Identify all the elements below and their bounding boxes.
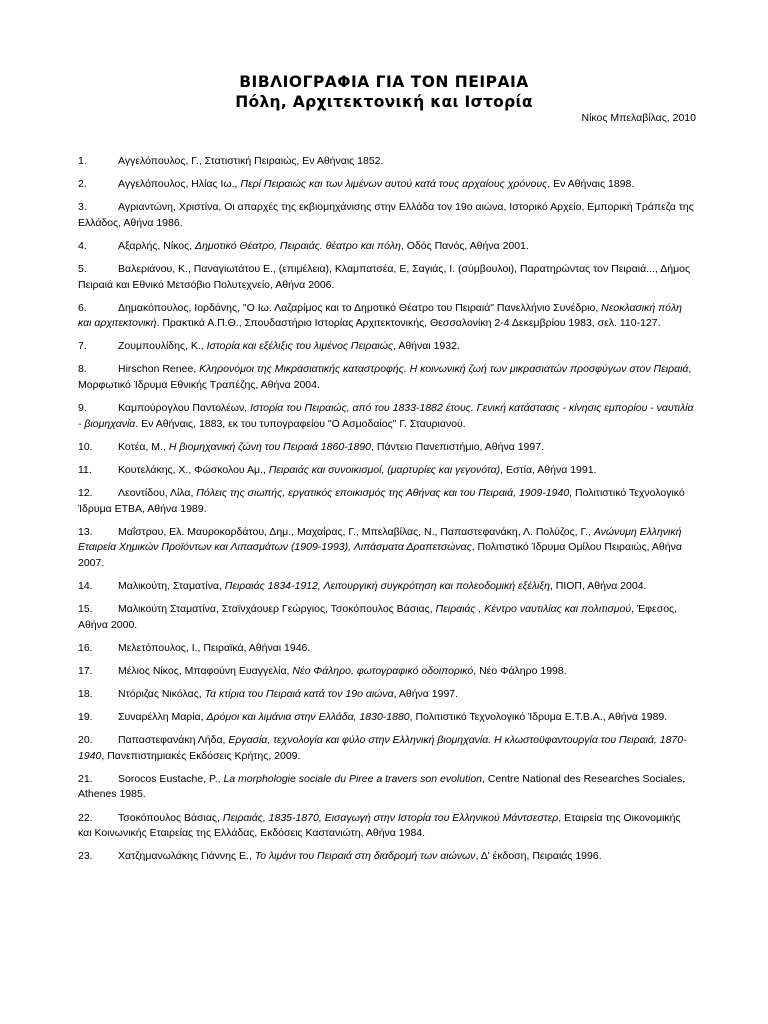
entry-number: 15. xyxy=(78,603,93,616)
entry-text: , Πανεπιστημιακές Εκδόσεις Κρήτης, 2009. xyxy=(101,749,301,762)
bibliography-entry xyxy=(78,339,696,355)
entry-text: Ντόριζας Νικόλας, xyxy=(118,687,205,700)
bibliography-entry xyxy=(78,710,696,726)
entry-number: 8. xyxy=(78,363,87,376)
entry-text: , Εταιρεία της Οικονομικής και Κοινωνικής Εταιρείας της Ελλάδας, Εκδόσεις Καστανιώτη, Αθήνα 1984. xyxy=(78,811,681,840)
entry-title-italic: Η βιομηχανική ζώνη του Πειραιά 1860-1890 xyxy=(168,440,372,453)
bibliography-entry xyxy=(78,463,696,479)
entry-text: Βαλεριάνου, Κ., Παναγιωτάτου Ε., (επιμέλεια), Κλαμπατσέα, Ε, Σαγιάς, Ι. (σύμβουλοι), Παρατηρώντας τον Πειραιά..., Δήμος Πειραιά και Εθνικό Μετσόβιο Πολυτεχνείο, Αθήνα 2006. xyxy=(78,262,691,291)
entry-title-italic: Ιστορία του Πειραιώς, από του 1833-1882 έτους. Γενική κατάστασις - κίνησις εμπορίου - ναυτιλία - βιομηχανία xyxy=(78,402,694,430)
entry-text: Καμπούρογλου Παντολέων, xyxy=(118,402,251,415)
entry-number: 9. xyxy=(78,402,87,415)
author-line: Νίκος Μπελαβίλας, 2010 xyxy=(581,112,696,124)
entry-number: 23. xyxy=(78,850,93,863)
entry-text: Αξαρλής, Νίκος, xyxy=(118,239,196,252)
entry-number: 12. xyxy=(78,487,93,499)
bibliography-entry xyxy=(78,239,696,255)
entry-text: , Έφεσος, Αθήνα 2000. xyxy=(78,603,678,631)
entry-text: Αγγελόπουλος, Ηλίας Ιω., xyxy=(118,178,241,191)
entry-text: , Πάντειο Πανεπιστήμιο, Αθήνα 1997. xyxy=(371,440,544,453)
entry-text: , Αθήναι 1932. xyxy=(393,340,460,353)
entry-text: , Εν Αθήναις 1898. xyxy=(547,178,635,191)
page-title: ΒΙΒΛΙΟΓΡΑΦΙΑ ΓΙΑ ΤΟΝ ΠΕΙΡΑΙΑ xyxy=(239,73,529,91)
entry-text: Δημακόπουλος, Ιορδάνης, "Ο Ιω. Λαζαρίμος και το Δημοτικό Θέατρο του Πειραιά" Πανελλήνιο Συνέδριο, xyxy=(118,301,602,314)
bibliography-entry xyxy=(78,849,696,865)
entry-text: Μελετόπουλος, Ι., Πειραϊκά, Αθήναι 1946. xyxy=(118,641,311,654)
entry-text: Hirschon Renee, xyxy=(118,363,200,376)
entry-text: , Πολιτιστικό Τεχνολογικό Ίδρυμα ΕΤΒΑ, Αθήνα 1989. xyxy=(78,487,685,515)
bibliography-entry xyxy=(78,772,696,803)
entry-title-italic: Πειραιάς , Κέντρο ναυτιλίας και πολιτισμού xyxy=(435,603,632,616)
entry-text: Αγγελόπουλος, Γ., Στατιστική Πειραιώς, Εν Αθήναις 1852. xyxy=(118,155,384,167)
entry-text: , Centre National des Researches Sociales, Athenes 1985. xyxy=(78,772,686,801)
entry-text: Συναρέλλη Μαρία, xyxy=(118,711,207,724)
entry-text: , ΠΙΟΠ, Αθήνα 2004. xyxy=(549,579,647,592)
entry-title-italic: Τα κτίρια του Πειραιά κατά τον 19ο αιώνα xyxy=(204,687,394,700)
bibliography-entry xyxy=(78,440,696,456)
entry-number: 10. xyxy=(78,440,93,453)
entry-text: Μαλικούτη, Σταματίνα, xyxy=(118,579,225,592)
entry-number: 14. xyxy=(78,579,93,592)
entry-title-italic: Πειραιάς, 1835-1870, Εισαγωγή στην Ιστορία του Ελληνικού Μάντσεστερ xyxy=(222,811,559,824)
bibliography-entry xyxy=(78,200,696,231)
entry-title-italic: La morphologie sociale du Piree a travers son evolution xyxy=(223,772,483,785)
entry-text: . Πρακτικά Α.Π.Θ., Σπουδαστήριο Ιστορίας Αρχιτεκτονικής, Θεσσαλονίκη 2-4 Δεκεμβρίου 1983, σελ. 110-127. xyxy=(156,317,661,330)
entry-number: 3. xyxy=(78,201,87,214)
entry-text: Μαΐστρου, Ελ. Μαυροκορδάτου, Δημ., Μαχαίρας, Γ., Μπελαβίλας, Ν., Παπαστεφανάκη, Λ. Πολύζος, Γ., xyxy=(118,525,594,538)
entry-number: 22. xyxy=(78,811,93,824)
entry-number: 4. xyxy=(78,239,87,252)
entry-text: , Πολιτιστικό Ίδρυμα Ομίλου Πειραιώς, Αθήνα 2007. xyxy=(78,541,682,569)
entry-text: Τσοκόπουλος Βάσιας, xyxy=(118,811,223,824)
bibliography-entry xyxy=(78,733,696,764)
entry-number: 6. xyxy=(78,301,87,314)
bibliography-entry xyxy=(78,641,696,657)
entry-title-italic: Δρόμοι και λιμάνια στην Ελλάδα, 1830-1880 xyxy=(206,711,410,724)
entry-text: , Εστία, Αθήνα 1991. xyxy=(500,463,597,476)
entry-title-italic: Νεοκλασική πόλη και αρχιτεκτονική xyxy=(78,301,682,330)
bibliography-entry xyxy=(78,579,696,595)
entry-text: Μέλιος Νίκος, Μπαφούνη Ευαγγελία, xyxy=(118,664,293,677)
entry-title-italic: Πόλεις της σιωπής, εργατικός εποικισμός της Αθήνας και του Πειραιά, 1909-1940 xyxy=(196,487,570,499)
entry-number: 21. xyxy=(78,772,93,785)
entry-title-italic: Εργασία, τεχνολογία και φύλο στην Ελληνική βιομηχανία. Η κλωστοϋφαντουργία του Πειραιά, 1870-1940 xyxy=(78,734,687,762)
entry-text: Παπαστεφανάκη Λήδα, xyxy=(118,734,229,747)
entry-title-italic: Δημοτικό Θέατρο, Πειραιάς. θέατρο και πόλη xyxy=(195,239,401,252)
bibliography-entry xyxy=(78,525,696,572)
entry-number: 1. xyxy=(78,155,87,167)
bibliography-entry xyxy=(78,687,696,703)
bibliography-entry xyxy=(78,154,696,170)
entry-number: 11. xyxy=(78,463,92,476)
entry-number: 20. xyxy=(78,734,93,747)
entry-number: 16. xyxy=(78,641,93,654)
entry-number: 5. xyxy=(78,262,87,275)
bibliography-entry xyxy=(78,362,696,393)
entry-text: Κουτελάκης, Χ., Φώσκολου Αμ., xyxy=(118,463,269,476)
entry-title-italic: Περί Πειραιώς και των λιμένων αυτού κατά τους αρχαίους χρόνους xyxy=(240,178,548,191)
bibliography-entry xyxy=(78,262,696,293)
entry-title-italic: Πειραιάς και συνοικισμοί, (μαρτυρίες και γεγονότα) xyxy=(268,463,501,476)
entry-title-italic: Το λιμάνι του Πειραιά στη διαδρομή των αιώνων xyxy=(254,850,476,863)
entry-text: Λεοντίδου, Λίλα, xyxy=(118,487,197,499)
bibliography-list xyxy=(78,154,696,872)
bibliography-entry xyxy=(78,664,696,680)
entry-number: 19. xyxy=(78,711,93,724)
entry-title-italic: Ιστορία και εξέλιξις του λιμένος Πειραιώς xyxy=(206,340,394,353)
entry-number: 17. xyxy=(78,664,93,677)
entry-text: , Μορφωτικό Ίδρυμα Εθνικής Τραπέζης, Αθήνα 2004. xyxy=(78,363,692,392)
entry-title-italic: Ανώνυμη Ελληνική Εταιρεία Χημικών Προϊόντων και Λιπασμάτων (1909-1993), Λιπάσματα Δραπετσώνας xyxy=(78,525,682,554)
entry-title-italic: Νέο Φάληρο, φωτογραφικό οδοιπορικό xyxy=(292,664,474,677)
bibliography-entry xyxy=(78,301,696,332)
entry-number: 7. xyxy=(78,340,87,353)
entry-text: , Δ' έκδοση, Πειραιάς 1996. xyxy=(475,850,602,863)
entry-number: 2. xyxy=(78,178,87,191)
page-subtitle: Πόλη, Αρχιτεκτονική και Ιστορία xyxy=(235,93,533,111)
entry-text: , Οδός Πανός, Αθήνα 2001. xyxy=(400,239,529,252)
entry-number: 13. xyxy=(78,525,93,538)
entry-title-italic: Κληρονόμοι της Μικρασιατικής καταστροφής. Η κοινωνική ζωή των μικρασιατών πρoσφύγων στον Πειραιά xyxy=(199,363,689,376)
entry-number: 18. xyxy=(78,687,93,700)
entry-text: Ζουμπουλίδης, Κ., xyxy=(118,340,207,353)
entry-text: Αγριαντώνη, Χριστίνα, Οι απαρχές της εκβιομηχάνισης στην Ελλάδα τον 19ο αιώνα, Ιστορικό Αρχείο, Εμπορική Τράπεζα της Ελλάδος, Αθήνα 1986. xyxy=(78,201,694,229)
entry-text: . Εν Αθήναις, 1883, εκ του τυπογραφείου "Ο Ασμοδαίος" Γ. Σταυριανού. xyxy=(135,417,466,430)
entry-text: Sorocos Eustache, P., xyxy=(118,772,224,785)
bibliography-entry xyxy=(78,401,696,432)
entry-text: , Πολιτιστικό Τεχνολογικό Ίδρυμα Ε.Τ.Β.Α., Αθήνα 1989. xyxy=(409,711,668,724)
bibliography-entry xyxy=(78,486,696,517)
entry-text: , Νέο Φάληρο 1998. xyxy=(473,664,567,677)
entry-text: Κοτέα, Μ., xyxy=(118,440,169,453)
bibliography-entry xyxy=(78,177,696,193)
bibliography-entry xyxy=(78,602,696,633)
bibliography-entry xyxy=(78,811,696,842)
entry-text: Χατζημανωλάκης Γιάννης Ε., xyxy=(118,850,255,863)
entry-text: , Αθήνα 1997. xyxy=(393,687,459,700)
entry-title-italic: Πειραιάς 1834-1912, Λειτουργική συγκρότηση και πολεοδομική εξέλιξη xyxy=(224,579,550,592)
entry-text: Μαλικούτη Σταματίνα, Σταϊνχάουερ Γεώργιος, Τσοκόπουλος Βάσιας, xyxy=(118,603,436,616)
